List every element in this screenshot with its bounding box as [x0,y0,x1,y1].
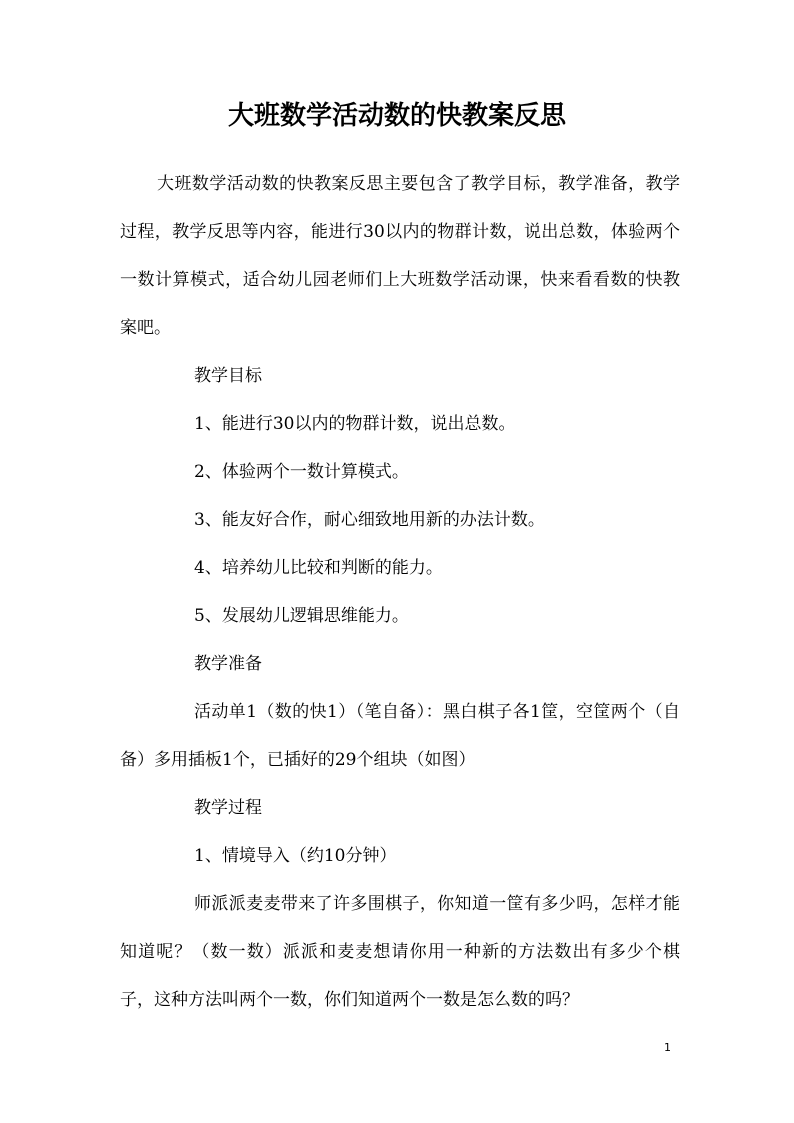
goal-item-4: 4、培养幼儿比较和判断的能力。 [194,558,443,578]
goal-item-2: 2、体验两个一数计算模式。 [194,462,409,482]
intro-paragraph: 大班数学活动数的快教案反思主要包含了教学目标，教学准备，教学过程，教学反思等内容，能进行30以内的物群计数，说出总数，体验两个一数计算模式，适合幼儿园老师们上大班数学活动课，快来看看数的快教案吧。 [120,174,680,338]
process-paragraph: 师派派麦麦带来了许多围棋子，你知道一筐有多少吗，怎样才能知道呢？（数一数）派派和麦麦想请你用一种新的方法数出有多少个棋子，这种方法叫两个一数，你们知道两个一数是怎么数的吗？ [120,894,680,1010]
preparation-paragraph: 活动单1（数的快1）（笔自备）：黑白棋子各1筐，空筐两个（自备）多用插板1个，已插好的29个组块（如图） [120,702,680,770]
process-heading: 教学过程 [194,798,262,818]
document-body [120,160,680,1024]
preparation-heading: 教学准备 [194,654,262,674]
document-title: 大班数学活动数的快教案反思 [227,101,566,131]
goal-item-5: 5、发展幼儿逻辑思维能力。 [194,606,409,626]
process-step-1: 1、情境导入（约10分钟） [194,846,397,866]
goals-heading: 教学目标 [194,366,262,386]
goal-item-3: 3、能友好合作，耐心细致地用新的办法计数。 [194,510,545,530]
page-number: 1 [664,1041,671,1054]
goal-item-1: 1、能进行30以内的物群计数，说出总数。 [194,414,516,434]
